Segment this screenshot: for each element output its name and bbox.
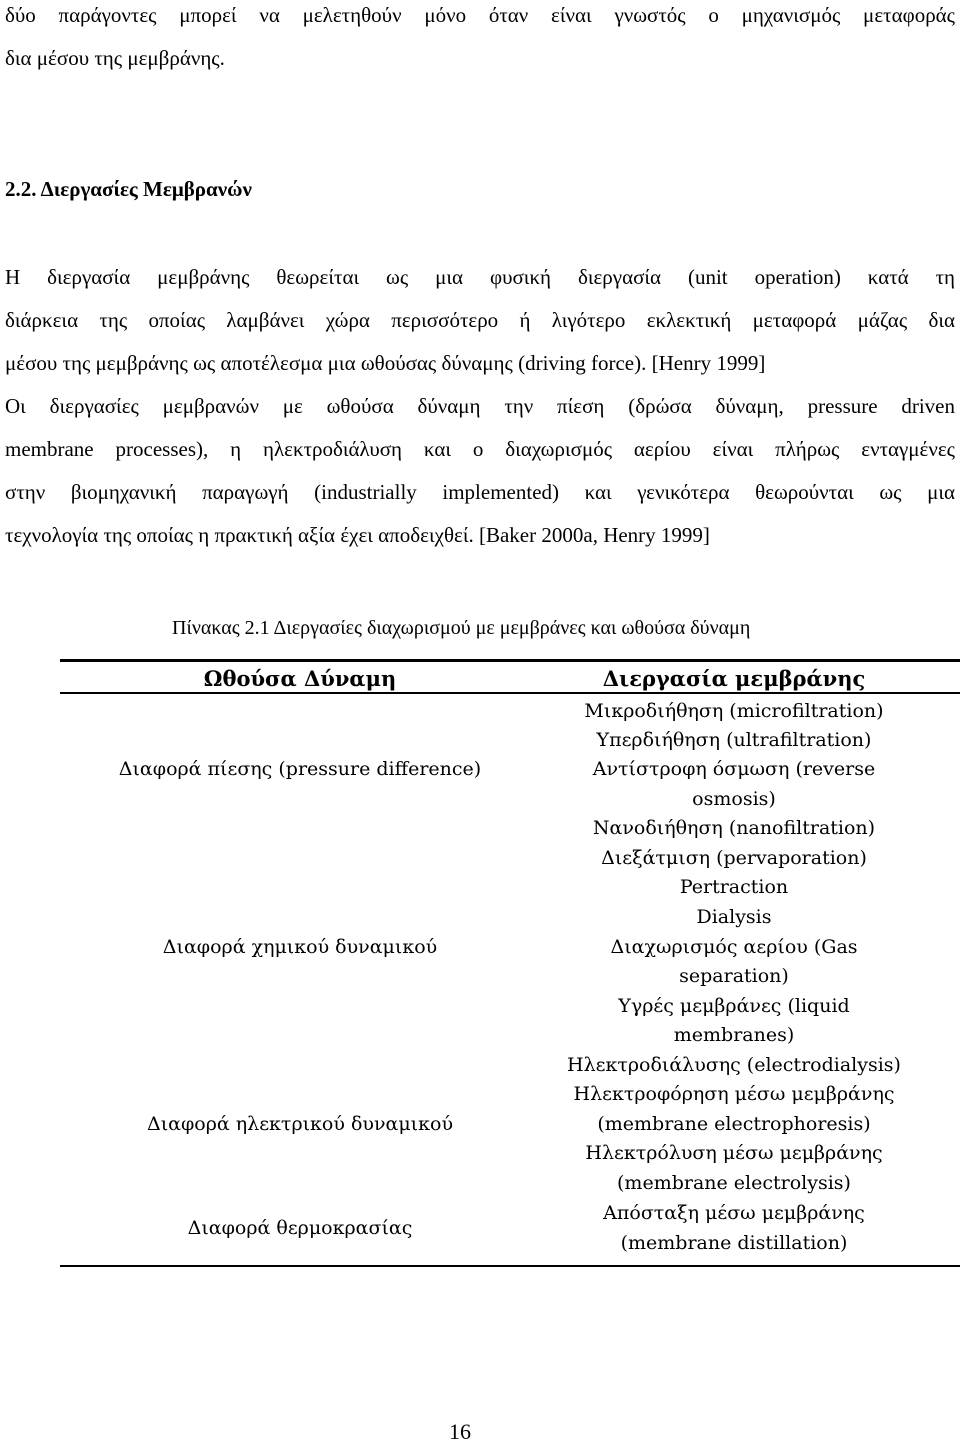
table-caption: Πίνακας 2.1 Διεργασίες διαχωρισμού με μεμβράνες και ωθούσα δύναμη [172,617,751,639]
process-cell: osmosis) [692,788,776,810]
driving-force-cell: Διαφορά ηλεκτρικού δυναμικού [147,1113,453,1135]
table-top-rule [60,659,960,662]
paragraph-line: Οι διεργασίες μεμβρανών με ωθούσα δύναμη την πίεση (δρώσα δύναμη, pressure driven [5,394,955,418]
driving-force-cell: Διαφορά θερμοκρασίας [187,1217,413,1239]
table-header-driving-force: Ωθούσα Δύναμη [203,666,397,691]
process-cell: Pertraction [679,876,789,898]
table-bottom-rule [60,1265,960,1267]
process-cell: Διεξάτμιση (pervaporation) [601,847,867,869]
paragraph-line: διάρκεια της οποίας λαμβάνει χώρα περισσότερο ή λιγότερο εκλεκτική μεταφορά μάζας δια [5,308,955,332]
process-cell: Ηλεκτροδιάλυσης (electrodialysis) [567,1054,901,1076]
paragraph-line: στην βιομηχανική παραγωγή (industrially implemented) και γενικότερα θεωρούνται ως μια [5,480,955,504]
paragraph-line: Η διεργασία μεμβράνης θεωρείται ως μια φυσική διεργασία (unit operation) κατά τη [5,265,955,289]
process-cell: separation) [679,965,789,987]
table-header-process: Διεργασία μεμβράνης [602,666,866,691]
process-cell: Ηλεκτροφόρηση μέσω μεμβράνης [573,1083,895,1105]
process-cell: membranes) [673,1024,795,1046]
process-cell: Νανοδιήθηση (nanofiltration) [592,817,876,839]
process-cell: (membrane electrophoresis) [597,1113,871,1135]
paragraph-line: membrane processes), η ηλεκτροδιάλυση και ο διαχωρισμός αερίου είναι πλήρως ενταγμένες [5,437,955,461]
paragraph-line: μέσου της μεμβράνης ως αποτέλεσμα μια ωθούσας δύναμης (driving force). [Henry 1999] [5,351,766,375]
paragraph-line: δύο παράγοντες μπορεί να μελετηθούν μόνο όταν είναι γνωστός ο μηχανισμός μεταφοράς [5,3,955,27]
process-cell: (membrane distillation) [620,1232,848,1254]
driving-force-cell: Διαφορά πίεσης (pressure difference) [118,758,482,780]
process-cell: Διαχωρισμός αερίου (Gas [610,936,858,958]
driving-force-cell: Διαφορά χημικού δυναμικού [162,936,438,958]
section-heading: 2.2. Διεργασίες Μεμβρανών [5,177,252,201]
paragraph-line: τεχνολογία της οποίας η πρακτική αξία έχει αποδειχθεί. [Baker 2000a, Henry 1999] [5,523,710,547]
process-cell: Υπερδιήθηση (ultrafiltration) [596,729,872,751]
process-cell: Ηλεκτρόλυση μέσω μεμβράνης [585,1142,883,1164]
table-header-rule [60,692,960,694]
process-cell: Μικροδιήθηση (microfiltration) [584,700,884,722]
process-cell: (membrane electrolysis) [617,1172,851,1194]
process-cell: Υγρές μεμβράνες (liquid [618,995,850,1017]
process-cell: Αντίστροφη όσμωση (reverse [592,758,876,780]
process-cell: Dialysis [696,906,772,928]
process-cell: Απόσταξη μέσω μεμβράνης [603,1202,865,1224]
page-number: 16 [449,1419,471,1444]
paragraph-line: δια μέσου της μεμβράνης. [5,46,225,70]
